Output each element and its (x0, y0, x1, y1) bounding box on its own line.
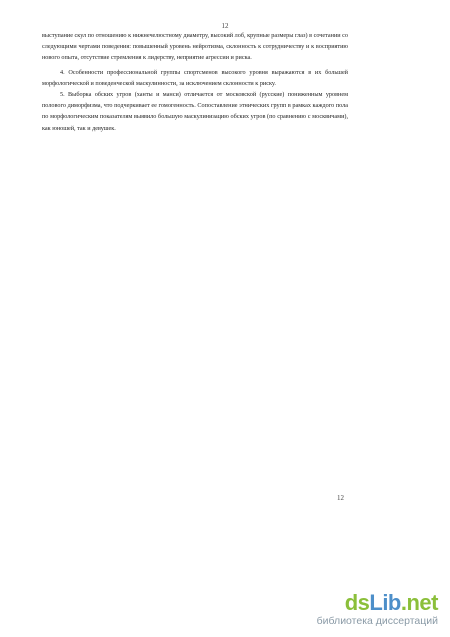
watermark-subtitle: библиотека диссертаций (316, 615, 438, 627)
list-item-4: 4. Особенности профессиональной группы спортсменов высокого уровня выражаются в их большей морфологической и поведенческой маскулинности, за исключением склонности к риску. (42, 68, 348, 87)
paragraph-continuation: выступание скул по отношению к нижнечелюстному диаметру, высокий лоб, крупные размеры глаз) в сочетании со следующими чертами поведения: повышенный уровень нейротизма, склонность к сотрудничеству и к восприятию нового опыта, отсутствие стремления к лидерству, неприятие агрессии и риска. (42, 32, 348, 62)
document-body (42, 30, 348, 134)
dslib-watermark (317, 592, 438, 627)
dslib-logo: dsLib.net (344, 590, 438, 615)
page-number-top: 12 (221, 22, 229, 30)
list-item-5: 5. Выборка обских угров (ханты и манси) отличается от московской (русские) пониженным уровнем полового диморфизма, что подчеркивает ее гомогенность. Сопоставление этнических групп в рамках каждого пола по морфологическим показателям выявило большую маскулинизацию обских угров (по сравнению с москвичами), как юношей, так и девушек. (42, 91, 348, 132)
page-number-bottom: 12 (337, 494, 344, 502)
